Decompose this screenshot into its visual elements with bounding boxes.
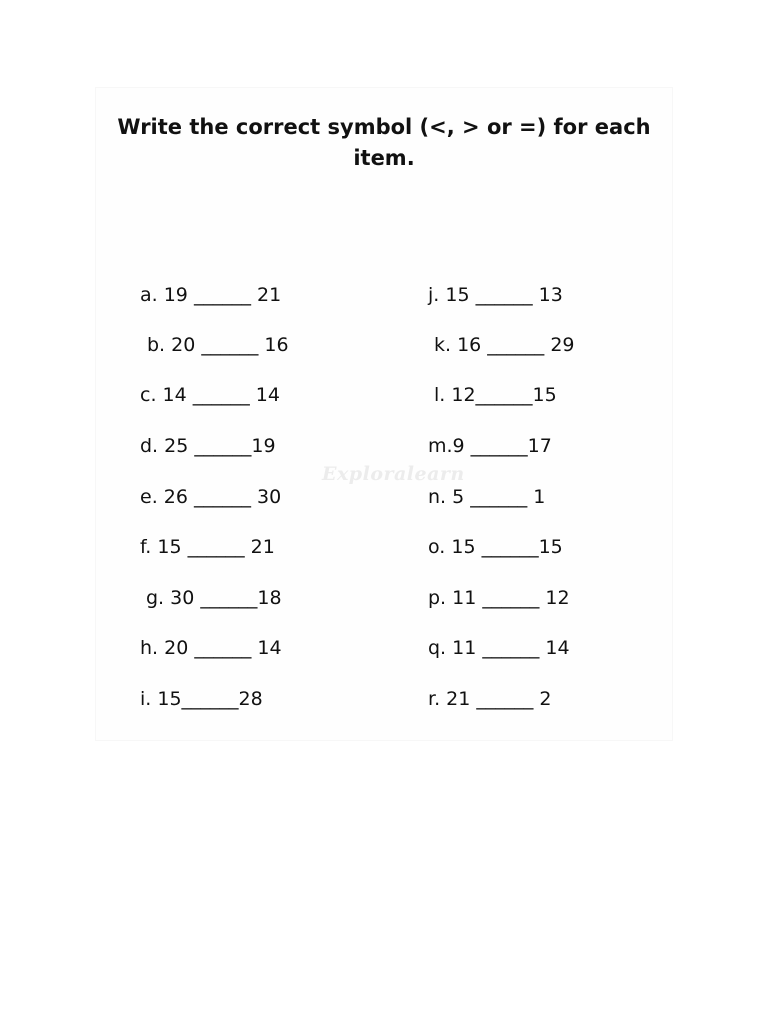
question-item-o: o. 15 ______15 (428, 536, 563, 558)
question-item-b: b. 20 ______ 16 (147, 334, 289, 356)
question-item-q: q. 11 ______ 14 (428, 637, 570, 659)
question-item-c: c. 14 ______ 14 (140, 384, 280, 406)
question-item-p: p. 11 ______ 12 (428, 587, 570, 609)
question-item-i: i. 15______28 (140, 688, 263, 710)
question-item-d: d. 25 ______19 (140, 435, 276, 457)
question-item-f: f. 15 ______ 21 (140, 536, 275, 558)
question-item-j: j. 15 ______ 13 (428, 284, 563, 306)
question-item-g: g. 30 ______18 (146, 587, 282, 609)
instruction-line-2: item. (353, 146, 415, 170)
question-item-k: k. 16 ______ 29 (434, 334, 575, 356)
instruction-line-1: Write the correct symbol (<, > or =) for each (117, 115, 651, 139)
question-item-m: m.9 ______17 (428, 435, 552, 457)
instruction-heading (0, 112, 768, 174)
question-item-h: h. 20 ______ 14 (140, 637, 282, 659)
question-item-a: a. 19 ______ 21 (140, 284, 282, 306)
watermark-text: Exploralearn (322, 463, 465, 485)
question-item-r: r. 21 ______ 2 (428, 688, 552, 710)
question-item-l: l. 12______15 (434, 384, 557, 406)
question-item-n: n. 5 ______ 1 (428, 486, 546, 508)
question-item-e: e. 26 ______ 30 (140, 486, 282, 508)
